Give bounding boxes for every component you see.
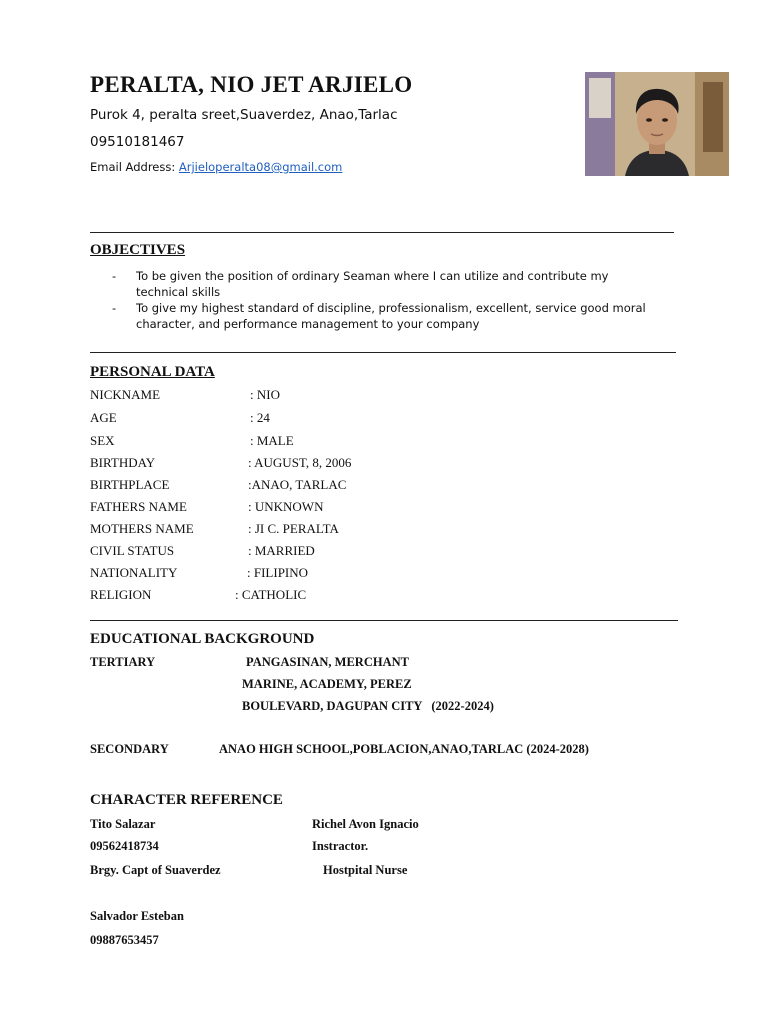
personal-value-sex: : MALE	[250, 433, 294, 448]
objective-item	[90, 300, 680, 332]
objective-bullet: -	[112, 269, 117, 283]
email-label: Email Address:	[90, 160, 179, 174]
phone-number: 09510181467	[90, 134, 185, 150]
character-reference-heading: CHARACTER REFERENCE	[90, 792, 283, 808]
divider	[90, 352, 676, 353]
personal-label-mothers-name: MOTHERS NAME	[90, 521, 194, 536]
tertiary-line-1: PANGASINAN, MERCHANT	[246, 655, 409, 669]
education-heading: EDUCATIONAL BACKGROUND	[90, 631, 315, 647]
objective-text: To give my highest standard of discipline, professionalism, excellent, service good moral character, and performance management to your company	[136, 301, 646, 331]
secondary-label: SECONDARY	[90, 742, 169, 756]
personal-value-birthday: : AUGUST, 8, 2006	[248, 455, 352, 470]
reference-3-phone: 09887653457	[90, 933, 159, 947]
personal-label-fathers-name: FATHERS NAME	[90, 499, 187, 514]
reference-1-phone: 09562418734	[90, 839, 159, 853]
personal-value-mothers-name: : JI C. PERALTA	[248, 521, 339, 536]
reference-2-name: Richel Avon Ignacio	[312, 817, 419, 831]
personal-data-heading: PERSONAL DATA	[90, 364, 215, 380]
reference-2-title: Instractor.	[312, 839, 369, 853]
divider	[90, 232, 674, 233]
tertiary-line-2: MARINE, ACADEMY, PEREZ	[242, 677, 412, 691]
objectives-heading: OBJECTIVES	[90, 242, 186, 258]
personal-value-birthplace: :ANAO, TARLAC	[248, 477, 347, 492]
personal-label-religion: RELIGION	[90, 587, 152, 602]
email-line	[90, 160, 342, 174]
personal-label-birthday: BIRTHDAY	[90, 455, 156, 470]
objective-item	[90, 268, 680, 300]
tertiary-line-3: BOULEVARD, DAGUPAN CITY (2022-2024)	[242, 699, 494, 713]
email-link[interactable]: Arjieloperalta08@gmail.com	[178, 160, 343, 174]
personal-value-nationality: : FILIPINO	[247, 565, 309, 580]
personal-label-civil-status: CIVIL STATUS	[90, 543, 175, 558]
personal-label-nationality: NATIONALITY	[90, 565, 178, 580]
address: Purok 4, peralta sreet,Suaverdez, Anao,Tarlac	[90, 107, 398, 123]
personal-label-sex: SEX	[90, 433, 115, 448]
applicant-name: PERALTA, NIO JET ARJIELO	[90, 72, 413, 97]
secondary-value: ANAO HIGH SCHOOL,POBLACION,ANAO,TARLAC (2024-2028)	[219, 742, 589, 756]
personal-label-nickname: NICKNAME	[90, 387, 161, 402]
reference-1-name: Tito Salazar	[90, 817, 156, 831]
objective-text: To be given the position of ordinary Seaman where I can utilize and contribute my technical skills	[136, 269, 609, 299]
personal-label-age: AGE	[90, 410, 117, 425]
reference-1-role: Brgy. Capt of Suaverdez	[90, 863, 221, 877]
objectives-list	[90, 268, 680, 332]
personal-value-age: : 24	[250, 410, 270, 425]
personal-value-civil-status: : MARRIED	[248, 543, 315, 558]
divider	[90, 620, 678, 621]
tertiary-label: TERTIARY	[90, 655, 156, 669]
personal-value-religion: : CATHOLIC	[235, 587, 307, 602]
reference-2-role: Hostpital Nurse	[323, 863, 408, 877]
profile-photo	[585, 72, 729, 176]
personal-value-nickname: : NIO	[250, 387, 280, 402]
personal-label-birthplace: BIRTHPLACE	[90, 477, 170, 492]
objective-bullet: -	[112, 301, 117, 315]
personal-value-fathers-name: : UNKNOWN	[248, 499, 324, 514]
reference-3-name: Salvador Esteban	[90, 909, 184, 923]
